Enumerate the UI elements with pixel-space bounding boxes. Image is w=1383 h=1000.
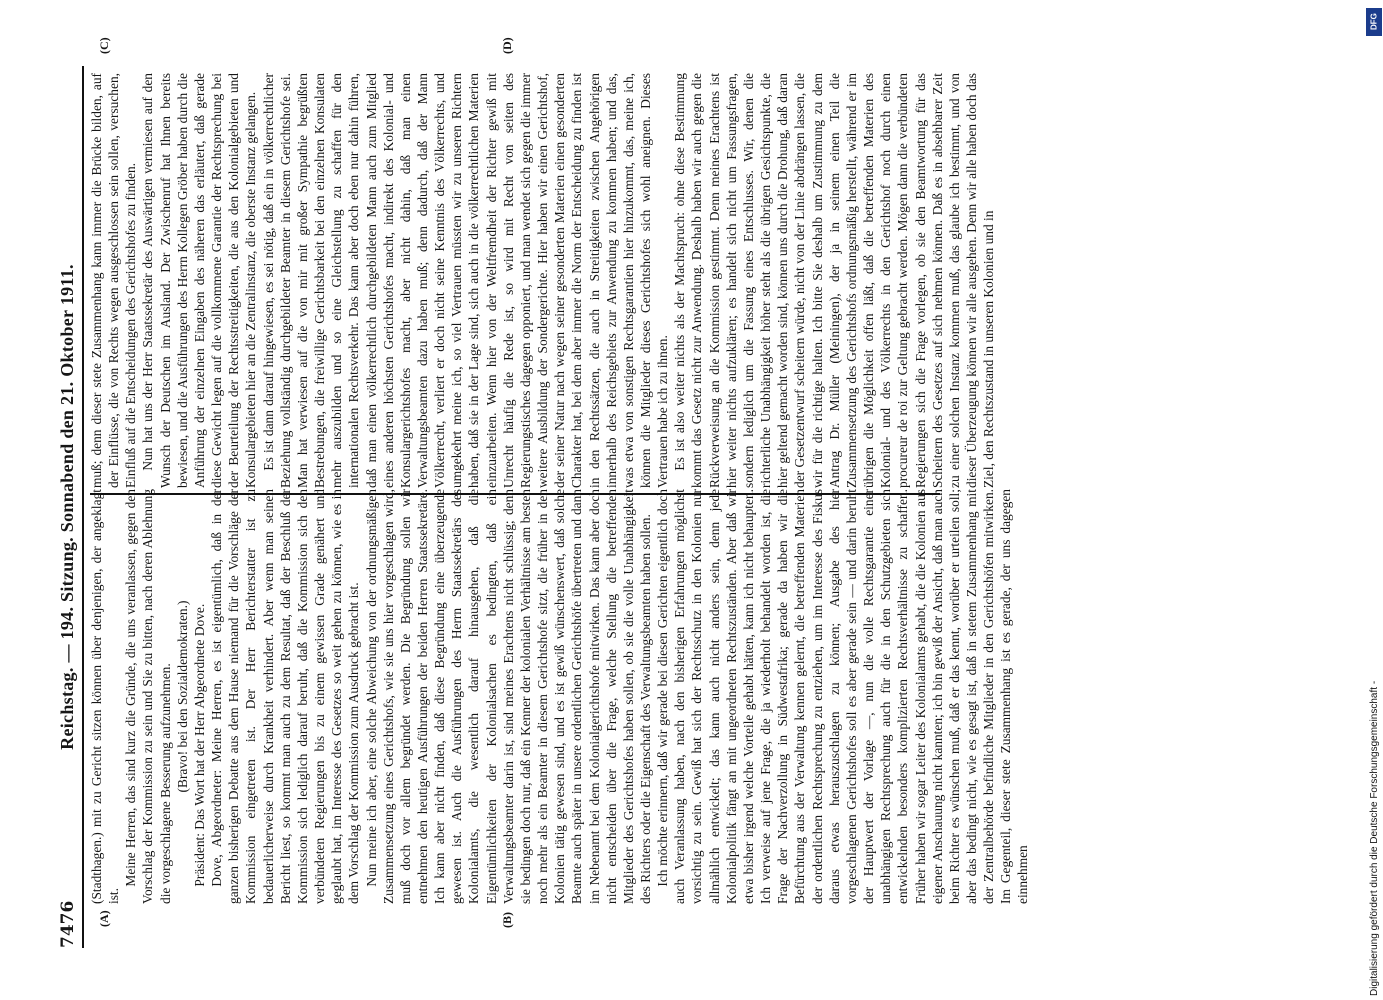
- margin-marker-a: (A): [97, 910, 111, 927]
- interjection: (Bravo! bei den Sozialdemokraten.): [174, 600, 190, 793]
- paragraph: Nun hat uns der Herr Staatssekretär des Auswärtigen vermiesen auf den Wunsch der Deutschen im Ausland. Der Zwischenruf hat Ihnen bereits bewiesen, und die Ausführungen des Herrn Kollegen Gröber haben durch die Anführung der einzelnen Eingaben des näheren das erläutert, daß gerade diese Gewicht legen auf die vollkommene Garantie der Rechtsprechung bei der Beurteilung der Rechtsstreitigkeiten, die aus den Kolonialgebieten und Konsulargebieten hier an die Zentralinstanz, die oberste Instanz gelangen.: [140, 73, 259, 488]
- paragraph: Es ist also weiter nichts als der Machtspruch: ohne diese Bestimmung kommt das Gesetz nicht zur Anwendung. Deshalb haben wir auch gegen die Rückverweisung an die Kommission gestimmt. Denn meines Erachtens ist hier weiter nichts aufzuklären; es handelt sich nicht um Fassungsfragen, sondern lediglich um die Fassung eines Entschlusses. Wir, denen die richterliche Unabhängigkeit höher steht als die übrigen Gesichtspunkte, die hier geltend gemacht worden sind, können uns durch die Drohung, daß daran der Gesetzentwurf scheitern würde, nicht von der Linie abdrängen lassen, die wir für die richtige halten. Ich bitte Sie deshalb um Zustimmung zu dem Antrag Dr. Müller (Meiningen), der ja in seinem einen Teil die Zusammensetzung des Gerichtshofs ordnungsmäßig herstellt, während er im übrigen die Möglichkeit offen läßt, daß die betreffenden Materien des Kolonial- und des Völkerrechts in den Gerichtshof noch durch einen procureur de roi zur Geltung gebracht werden. Mögen dann die verbündeten Regierungen sich die Frage vorlegen, ob sie den Beamtwortung für das Scheitern des Gesetzes auf sich nehmen können. Daß es in absehbarer Zeit zu einer solchen Instanz kommen muß, das glaube ich bestimmt, und von dieser Überzeugung können wir alle ausgehen. Denn wir alle haben doch das Ziel, den Rechtszustand in unseren Kolonien und in: [672, 73, 997, 488]
- margin-marker-b: (B): [500, 912, 514, 928]
- paragraph: Meine Herren, das sind kurz die Gründe, die uns veranlassen, gegen den Vorschlag der Kommission zu sein und Sie zu bitten, nach deren Ablehnung die vorgeschlagene Besserung aufzunehmen.: [123, 489, 173, 904]
- paragraph: Präsident: Das Wort hat der Herr Abgeordnete Dove.: [191, 603, 207, 887]
- paragraph: Nun meine ich aber, eine solche Abweichung von der ordnungsmäßigen Zusammensetzung eines Gerichtshofs, wie sie uns hier vorgeschlagen wird, muß doch vor allem begründet werden. Die Begründung sollen wir entnehmen den heutigen Ausführungen der beiden Herren Staatssekretäre. Ich kann aber nicht finden, daß diese Begründung eine überzeugende gewesen ist. Auch die Ausführungen des Herrn Staatssekretärs des Kolonialamts, die wesentlich darauf hinausgehen, daß die Eigentümlichkeiten der Kolonialsachen es bedingten, daß ein Verwaltungsbeamter darin ist, sind meines Erachtens nicht schlüssig; denn sie bedingen doch nur, daß ein Kenner der kolonialen Verhältnisse am besten noch mehr als ein Beamter in diesem Gerichtshofe sitzt, die früher in den Kolonien tätig gewesen sind, und es ist gewiß wünschenswert, daß solche Beamte auch später in unsere ordentlichen Gerichtshöfe übertreten und dann im Nebenamt bei dem Kolonialgerichtshofe mitwirken. Das kann aber doch nicht entscheiden über die Frage, welche Stellung die betreffenden Mitglieder des Gerichtshofes haben sollen, ob sie die volle Unabhängigkeit des Richters oder die Eigenschaft des Verwaltungsbeamten haben sollen.: [363, 489, 653, 904]
- paragraph: Ich möchte erinnern, daß wir gerade bei diesen Gerichten eigentlich doch auch Veranlassung haben, nach den bisherigen Erfahrungen möglichst vorsichtig zu sein. Gewiß hat sich der Rechtsschutz in den Kolonien nur allmählich entwickelt; das kann auch nicht anders sein, denn jede Kolonialpolitik fängt an mit ungeordneten Rechtszuständen. Aber daß wir etwa bisher irgend welche Vorteile gehabt hätten, kann ich nicht behaupten. Ich verweise auf jene Frage, die ja wiederholt behandelt worden ist, die Frage der Nachverzollung in Südwestafrika; gerade da haben wir die Befürchtung aus der Verwaltung kennen gelernt, die betreffenden Materien der ordentlichen Rechtsprechung zu entziehen, um im Interesse des Fiskus daraus etwas herauszuschlagen zu können; Ausgabe des hier vorgeschlagenen Gerichtshofes soll es aber gerade sein — und darin beruht der Hauptwert der Vorlage —, nun die volle Rechtsgarantie einer unabhängigen Rechtsprechung auch für die in den Schutzgebieten sich entwickelnden besonders komplizierten Rechtsverhältnisse zu schaffen. Früher haben wir sogar Leiter des Kolonialamts gehabt, die die Kolonien aus eigener Anschauung nicht kannten; ich bin gewiß der Ansicht, daß man auch beim Richter es wünschen muß, daß er das kennt, worüber er urteilen soll; aber das bedingt nicht, wie es gesagt ist, daß in stetem Zusammenhang mit der Zentralbehörde befindliche Mitglieder in den Gerichtshöfen mitwirken. Im Gegenteil, dieser stete Zusammenhang ist es gerade, der uns dagegen einnehmen: [655, 489, 1031, 904]
- page-number: 7476: [58, 900, 78, 948]
- column-divider: [90, 493, 940, 495]
- margin-marker-c: (C): [97, 37, 111, 54]
- dfg-logo: DFG: [1366, 8, 1382, 36]
- digitization-credit: Digitalisierung gefördert durch die Deutsche Forschungsgemeinschaft -: [1369, 680, 1380, 996]
- paragraph: Dove, Abgeordneter: Meine Herren, es ist eigentümlich, daß in der ganzen bisherigen Debatte aus dem Hause niemand für die Vorschläge der Kommission eingetreten ist. Der Herr Berichterstatter ist zu bedauerlicherweise durch Krankheit verhindert. Aber wenn man seinen Bericht liest, so kommt man auch zu dem Resultat, daß der Beschluß der Kommission sich lediglich darauf beruht, daß die Kommission sich den verbündeten Regierungen bis zu einem gewissen Grade genähert und geglaubt hat, im Interesse des Gesetzes so weit gehen zu können, wie es in dem Vorschlag der Kommission zum Ausdruck gebracht ist.: [209, 489, 362, 904]
- margin-marker-d: (D): [500, 37, 514, 54]
- left-column: [88, 489, 1031, 904]
- paragraph: (Stadthagen.) mit zu Gericht sitzen können über denjenigen, der angeklagt ist.: [89, 489, 122, 904]
- running-head: Reichstag. — 194. Sitzung. Sonnabend den 21. Oktober 1911.: [57, 264, 77, 750]
- right-column: [88, 73, 997, 488]
- page-header: [54, 66, 84, 948]
- paragraph: Es ist dann darauf hingewiesen, es sei nötig, daß ein in völkerrechtlicher Beziehung vollständig durchgebildeter Beamter in diesem Gerichtshofe sei. Man hat verwiesen auf die von mir mit großer Sympathie begrüßten Bestrebungen, die freiwillige Gerichtsbarkeit bei den einzelnen Konsulaten mehr auszubilden und so eine Gleichstellung zu schaffen für den internationalen Rechtsverkehr. Das kann aber doch eben nur dahin führen, daß man einen völkerrechtlich durchgebildeten Mann auch zum Mitglied eines anderen höchsten Gerichtshofes macht, indirekt des Kolonial- und Konsulargerichtshofes macht, aber nicht dahin, daß man einen Verwaltungsbeamten dazu haben muß; denn dadurch, daß der Mann Völkerrecht, verliert er doch nicht seine Kenntnis des Völkerrechts, und umgekehrt meine ich, so viel Vertrauen müssten wir zu unseren Richtern haben, daß sie in der Lage sind, sich auch in die völkerrechtlichen Materien einzuarbeiten. Wenn hier von der Weltfremdheit der Richter gewiß mit Unrecht häufig die Rede ist, so wird mit Recht von seiten des Regierungstisches dagegen opponiert, und man wendet sich gegen die immer weitere Ausbildung der Sondergerichte. Hier haben wir einen Gerichtshof, der seiner Natur nach wegen seiner gesonderten Materien einen gesonderten Charakter hat, bei dem aber immer die Norm der Entscheidung zu finden ist in den Rechtssätzen, die auch in Streitigkeiten zwischen Angehörigen innerhalb des Reichsgebiets zur Anwendung zu kommen haben; und das, was etwa von sonstigen Rechtsgarantien hier hinzukommt, das, meine ich, können die Mitglieder dieses Gerichtshofes sich wohl aneignen. Dieses Vertrauen habe ich zu ihnen.: [260, 73, 671, 488]
- paragraph: muß; denn dieser stete Zusammenhang kann immer die Brücke bilden, auf der Einflüsse, die von Rechts wegen ausgeschlossen sein sollen, versuchen, Einfluß auf die Entscheidungen des Gerichtshofes zu finden.: [89, 73, 139, 488]
